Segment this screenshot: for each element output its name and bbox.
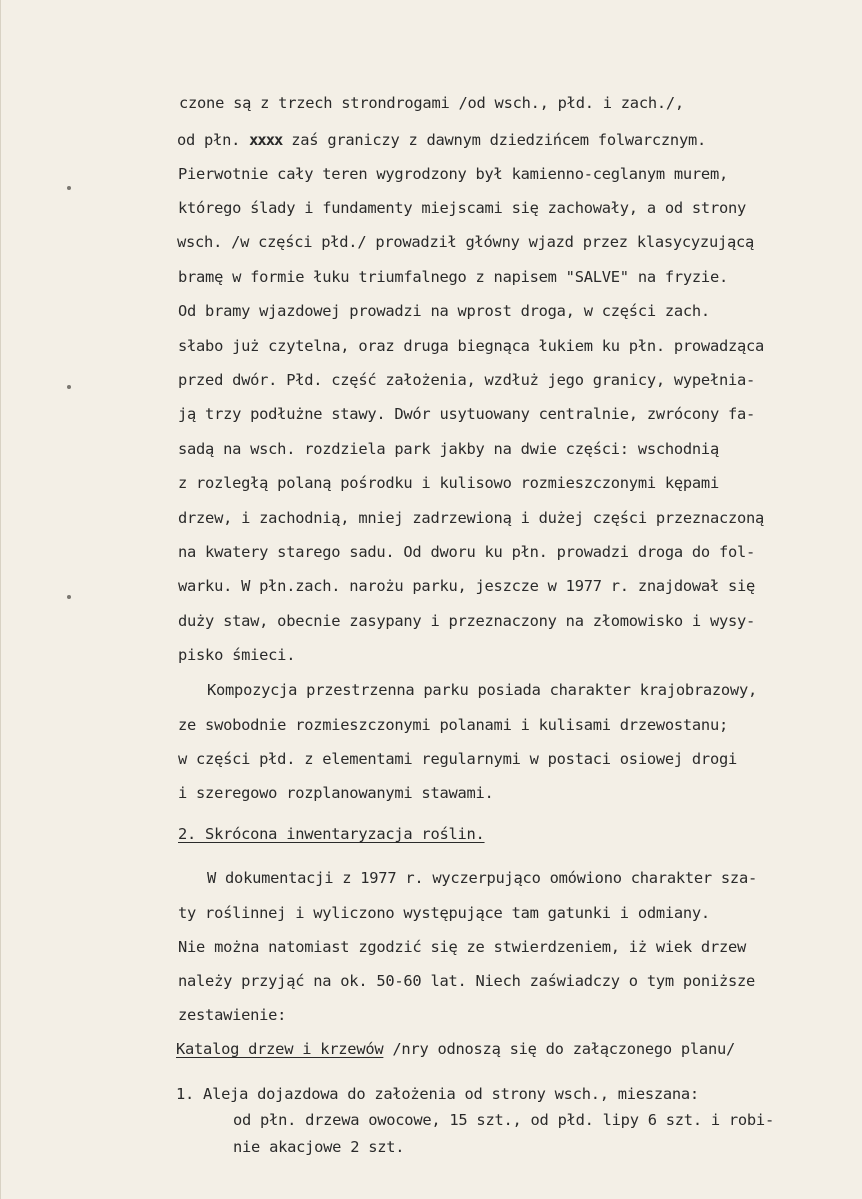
paragraph-start-line: Kompozycja przestrzenna parku posiada charakter krajobrazowy, <box>207 681 757 699</box>
text-line: Nie można natomiast zgodzić się ze stwierdzeniem, iż wiek drzew <box>178 938 747 956</box>
text-line: Od bramy wjazdowej prowadzi na wprost droga, w części zach. <box>178 302 710 320</box>
paper-speck <box>67 595 71 599</box>
text-line: od płn. xxxx zaś graniczy z dawnym dziedzińcem folwarcznym. <box>177 131 706 149</box>
text-line: ze swobodnie rozmieszczonymi polanami i kulisami drzewostanu; <box>178 716 728 734</box>
crossed-out-word: xxxx <box>249 131 283 149</box>
text-line: duży staw, obecnie zasypany i przeznaczony na złomowisko i wysy- <box>178 612 756 630</box>
text-line: na kwatery starego sadu. Od dworu ku płn. prowadzi droga do fol- <box>178 543 756 561</box>
text-line: bramę w formie łuku triumfalnego z napisem "SALVE" na fryzie. <box>178 268 728 286</box>
text-line: pisko śmieci. <box>178 646 296 664</box>
list-item-continuation: nie akacjowe 2 szt. <box>233 1138 405 1156</box>
text-line: w części płd. z elementami regularnymi w postaci osiowej drogi <box>178 750 737 768</box>
list-item: 1. Aleja dojazdowa do założenia od strony wsch., mieszana: <box>176 1085 699 1103</box>
text-line: wsch. /w części płd./ prowadził główny wjazd przez klasycyzującą <box>177 233 755 251</box>
text-line: drzew, i zachodnią, mniej zadrzewioną i dużej części przeznaczoną <box>178 509 765 527</box>
list-item-continuation: od płn. drzewa owocowe, 15 szt., od płd. lipy 6 szt. i robi- <box>233 1111 774 1129</box>
text-line: którego ślady i fundamenty miejscami się zachowały, a od strony <box>178 199 747 217</box>
catalog-title: Katalog drzew i krzewów <box>176 1040 384 1058</box>
text-line: sadą na wsch. rozdziela park jakby na dwie części: wschodnią <box>178 440 719 458</box>
catalog-note: /nry odnoszą się do załączonego planu/ <box>383 1040 735 1058</box>
section-heading: 2. Skrócona inwentaryzacja roślin. <box>178 825 485 843</box>
text-line: ją trzy podłużne stawy. Dwór usytuowany centralnie, zwrócony fa- <box>178 405 756 423</box>
text-line: zestawienie: <box>178 1006 287 1024</box>
text-line: przed dwór. Płd. część założenia, wzdłuż jego granicy, wypełnia- <box>178 371 756 389</box>
text-line: i szeregowo rozplanowanymi stawami. <box>178 784 494 802</box>
text-line: czone są z trzech strondrogami /od wsch., płd. i zach./, <box>179 94 684 112</box>
text-line: ty roślinnej i wyliczono występujące tam gatunki i odmiany. <box>178 904 710 922</box>
paper-speck <box>67 385 71 389</box>
paragraph-start-line: W dokumentacji z 1977 r. wyczerpująco omówiono charakter sza- <box>207 869 757 887</box>
text-line: Pierwotnie cały teren wygrodzony był kamienno-ceglanym murem, <box>178 165 728 183</box>
text-line: warku. W płn.zach. narożu parku, jeszcze w 1977 r. znajdował się <box>178 577 756 595</box>
text-line: należy przyjąć na ok. 50-60 lat. Niech zaświadczy o tym poniższe <box>178 972 756 990</box>
paper-speck <box>67 186 71 190</box>
text-line: z rozległą polaną pośrodku i kulisowo rozmieszczonymi kępami <box>178 474 719 492</box>
catalog-heading <box>176 1040 735 1058</box>
text-line: słabo już czytelna, oraz druga biegnąca łukiem ku płn. prowadząca <box>178 337 765 355</box>
